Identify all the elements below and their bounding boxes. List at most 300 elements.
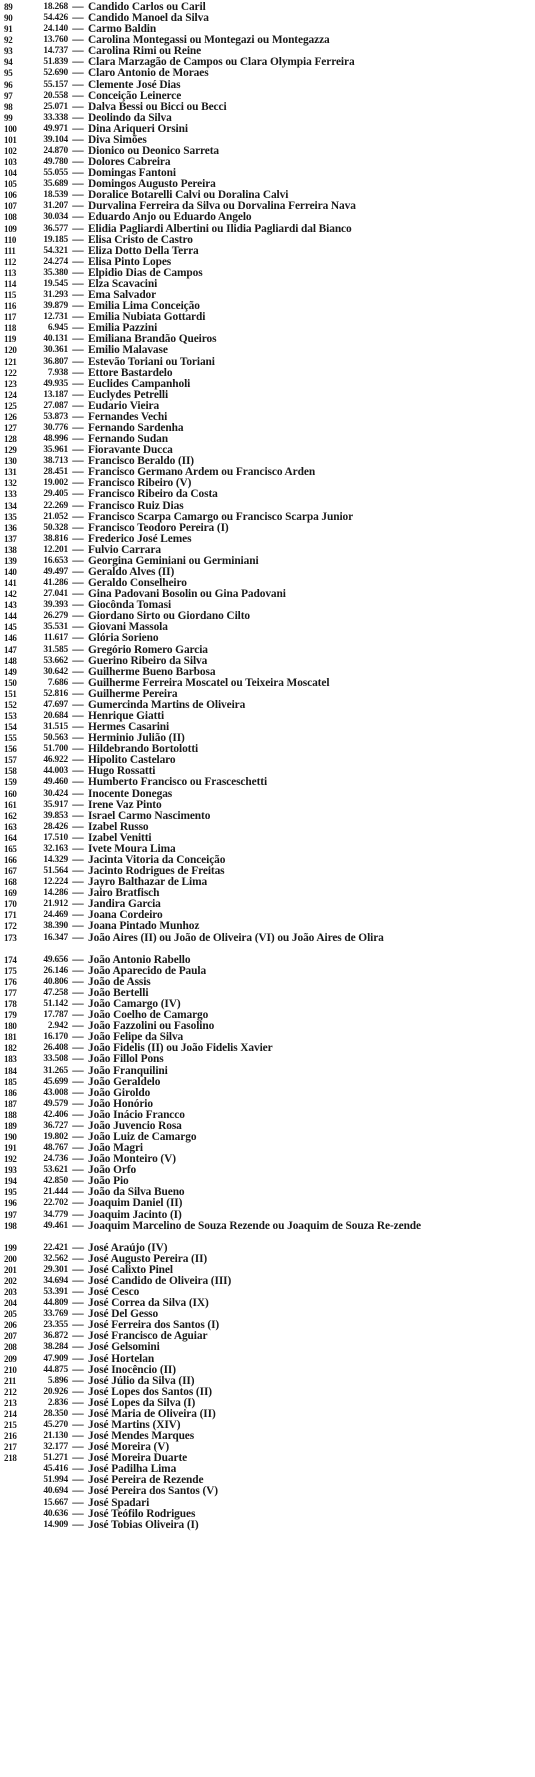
entry-separator: — xyxy=(72,1142,84,1155)
entry-number: 96 xyxy=(4,79,13,90)
entry-name: João Geraldelo xyxy=(88,1076,161,1088)
entry-separator: — xyxy=(72,1075,84,1088)
entry-name: Joaquim Marcelino de Souza Rezende ou Joaquim de Souza Re-zende xyxy=(88,1220,421,1232)
entry-code: 22.702 xyxy=(43,1198,68,1209)
entry-number: 174 xyxy=(4,954,17,965)
entry-separator: — xyxy=(72,1053,84,1066)
entry-number: 170 xyxy=(4,899,17,910)
entry-number: 159 xyxy=(4,777,17,788)
list-item xyxy=(4,212,532,223)
entry-number: 217 xyxy=(4,1442,17,1453)
entry-separator: — xyxy=(72,1308,84,1321)
entry-number: 216 xyxy=(4,1431,17,1442)
entry-name: Carmo Baldin xyxy=(88,24,157,36)
entry-separator: — xyxy=(72,687,84,700)
entry-name: Israel Carmo Nascimento xyxy=(88,810,211,822)
entry-separator: — xyxy=(72,111,84,124)
entry-separator: — xyxy=(72,1020,84,1033)
entry-separator: — xyxy=(72,388,84,401)
entry-name: Emilia Lima Conceição xyxy=(88,301,200,313)
entry-number: 215 xyxy=(4,1420,17,1430)
entry-code: 17.510 xyxy=(43,832,68,843)
entry-number: 180 xyxy=(4,1021,17,1032)
entry-code: 49.497 xyxy=(43,566,68,577)
entry-name: Emilia Nubiata Gottardi xyxy=(88,312,206,324)
entry-name: José Augusto Pereira (II) xyxy=(88,1253,208,1265)
entry-name: João Coelho de Camargo xyxy=(88,1010,209,1022)
entry-number: 213 xyxy=(4,1397,17,1408)
entry-number: 197 xyxy=(4,1209,17,1220)
entry-separator: — xyxy=(72,1274,84,1287)
entry-number: 183 xyxy=(4,1054,17,1065)
entry-separator: — xyxy=(72,698,84,711)
entry-code: 38.390 xyxy=(43,921,68,932)
entry-name: Elisa Pinto Lopes xyxy=(88,256,172,268)
entry-name: José Lopes da Silva (I) xyxy=(88,1397,196,1409)
entry-code: 51.271 xyxy=(43,1453,68,1464)
entry-number: 92 xyxy=(4,35,13,46)
entry-number: 185 xyxy=(4,1076,17,1087)
entry-code: 19.802 xyxy=(43,1131,68,1142)
entry-code: 35.380 xyxy=(43,267,68,278)
list-item xyxy=(4,512,532,523)
entry-code: 47.909 xyxy=(43,1353,68,1364)
entry-code: 5.896 xyxy=(47,1375,68,1386)
entry-number: 135 xyxy=(4,511,17,522)
entry-separator: — xyxy=(72,1097,84,1110)
entry-code: 14.737 xyxy=(43,46,68,57)
entry-name: José Ferreira dos Santos (I) xyxy=(88,1320,220,1332)
entry-separator: — xyxy=(72,621,84,634)
list-item xyxy=(4,1342,532,1353)
entry-code: 54.321 xyxy=(43,245,68,256)
entry-separator: — xyxy=(72,820,84,833)
entry-code: 40.131 xyxy=(43,334,68,345)
entry-separator: — xyxy=(72,23,84,36)
entry-number: 167 xyxy=(4,866,17,877)
entry-code: 39.393 xyxy=(43,600,68,611)
entry-separator: — xyxy=(72,56,84,69)
entry-separator: — xyxy=(72,721,84,734)
entry-code: 51.994 xyxy=(43,1475,68,1486)
entry-name: Jayro Balthazar de Lima xyxy=(88,877,208,889)
entry-name: José Tobias Oliveira (I) xyxy=(88,1519,199,1531)
entry-name: Candido Carlos ou Caril xyxy=(88,2,206,13)
entry-separator: — xyxy=(72,1363,84,1376)
entry-code: 14.909 xyxy=(43,1519,68,1530)
entry-name: José Calixto Pinel xyxy=(88,1264,173,1276)
entry-number: 148 xyxy=(4,655,17,666)
entry-code: 50.328 xyxy=(43,522,68,533)
entry-separator: — xyxy=(72,1452,84,1465)
entry-code: 16.347 xyxy=(43,932,68,943)
entry-separator: — xyxy=(72,676,84,689)
entry-code: 35.531 xyxy=(43,622,68,633)
entry-name: Geraldo Alves (II) xyxy=(88,566,175,578)
list-item xyxy=(4,1498,532,1509)
entry-separator: — xyxy=(72,577,84,590)
entry-code: 33.769 xyxy=(43,1309,68,1320)
entry-name: João Giroldo xyxy=(88,1087,151,1099)
entry-number: 129 xyxy=(4,445,17,456)
entry-name: Joaquim Jacinto (I) xyxy=(88,1209,182,1221)
entry-code: 32.177 xyxy=(43,1442,68,1453)
entry-separator: — xyxy=(72,1319,84,1332)
entry-number: 97 xyxy=(4,90,13,101)
list-item xyxy=(4,1066,532,1077)
entry-code: 55.157 xyxy=(43,79,68,90)
entry-code: 11.617 xyxy=(43,633,68,644)
entry-code: 31.207 xyxy=(43,201,68,212)
entry-separator: — xyxy=(72,244,84,257)
list-item xyxy=(4,357,532,368)
entry-number: 192 xyxy=(4,1154,17,1165)
name-list-document xyxy=(4,2,532,1531)
entry-name: José Maria de Oliveira (II) xyxy=(88,1408,216,1420)
entry-name: Fernando Sardenha xyxy=(88,422,184,434)
entry-separator: — xyxy=(72,211,84,224)
entry-code: 12.224 xyxy=(43,877,68,888)
entry-code: 24.274 xyxy=(43,256,68,267)
entry-name: Hermes Casarini xyxy=(88,722,170,734)
entry-number: 89 xyxy=(4,2,13,12)
entry-name: Ettore Bastardelo xyxy=(88,367,173,379)
entry-name: Joaquim Daniel (II) xyxy=(88,1198,183,1210)
entry-separator: — xyxy=(72,289,84,302)
entry-number: 132 xyxy=(4,478,17,489)
entry-code: 31.515 xyxy=(43,722,68,733)
entry-code: 28.426 xyxy=(43,821,68,832)
entry-name: Francisco Teodoro Pereira (I) xyxy=(88,522,229,534)
entry-code: 7.938 xyxy=(47,367,68,378)
entry-name: Jacinta Vitoria da Conceição xyxy=(88,855,226,867)
entry-separator: — xyxy=(72,842,84,855)
entry-code: 19.002 xyxy=(43,478,68,489)
entry-separator: — xyxy=(72,887,84,900)
entry-separator: — xyxy=(72,277,84,290)
entry-number: 169 xyxy=(4,888,17,899)
entry-separator: — xyxy=(72,876,84,889)
entry-number: 195 xyxy=(4,1187,17,1198)
entry-number: 190 xyxy=(4,1131,17,1142)
entry-name: José Del Gesso xyxy=(88,1309,159,1321)
entry-code: 24.736 xyxy=(43,1154,68,1165)
entry-code: 36.727 xyxy=(43,1120,68,1131)
entry-number: 111 xyxy=(4,245,16,256)
entry-name: Guilherme Pereira xyxy=(88,688,178,700)
entry-separator: — xyxy=(72,898,84,911)
entry-number: 124 xyxy=(4,389,17,400)
entry-code: 51.839 xyxy=(43,57,68,68)
entry-code: 20.558 xyxy=(43,90,68,101)
entry-code: 35.961 xyxy=(43,445,68,456)
entry-separator: — xyxy=(72,865,84,878)
entry-code: 40.694 xyxy=(43,1486,68,1497)
entry-name: José Araújo (IV) xyxy=(88,1242,168,1254)
entry-separator: — xyxy=(72,477,84,490)
entry-number: 212 xyxy=(4,1386,17,1397)
entry-number: 201 xyxy=(4,1264,17,1275)
entry-code: 26.279 xyxy=(43,611,68,622)
entry-name: João Juvencio Rosa xyxy=(88,1120,182,1132)
entry-code: 53.391 xyxy=(43,1287,68,1298)
entry-number: 182 xyxy=(4,1043,17,1054)
entry-number: 103 xyxy=(4,157,17,168)
entry-name: Guilherme Ferreira Moscatel ou Teixeira Moscatel xyxy=(88,677,330,689)
entry-number: 179 xyxy=(4,1010,17,1021)
entry-code: 21.912 xyxy=(43,899,68,910)
list-item xyxy=(4,68,532,79)
entry-number: 160 xyxy=(4,788,17,799)
entry-name: João Camargo (IV) xyxy=(88,999,181,1011)
entry-number: 175 xyxy=(4,965,17,976)
entry-code: 23.355 xyxy=(43,1320,68,1331)
entry-code: 48.767 xyxy=(43,1143,68,1154)
entry-name: Elidia Pagliardi Albertini ou Ilidia Pagliardi dal Bianco xyxy=(88,223,352,235)
entry-number: 165 xyxy=(4,843,17,854)
entry-number: 186 xyxy=(4,1087,17,1098)
list-item xyxy=(4,489,532,500)
entry-name: Francisco Ribeiro (V) xyxy=(88,478,192,490)
entry-code: 7.686 xyxy=(47,677,68,688)
entry-separator: — xyxy=(72,344,84,357)
entry-name: Carolina Montegassi ou Montegazi ou Montegazza xyxy=(88,35,330,47)
entry-number: 211 xyxy=(4,1375,17,1386)
entry-separator: — xyxy=(72,266,84,279)
list-item xyxy=(4,1354,532,1365)
entry-number: 118 xyxy=(4,323,17,334)
entry-separator: — xyxy=(72,1441,84,1454)
entry-number: 138 xyxy=(4,544,17,555)
entry-name: Ivete Moura Lima xyxy=(88,843,176,855)
entry-number: 204 xyxy=(4,1298,17,1309)
entry-number: 161 xyxy=(4,799,17,810)
entry-name: João Fazzolini ou Fasolino xyxy=(88,1021,215,1033)
entry-separator: — xyxy=(72,377,84,390)
entry-name: Gumercinda Martins de Oliveira xyxy=(88,699,246,711)
entry-name: João Luiz de Camargo xyxy=(88,1131,197,1143)
entry-number: 142 xyxy=(4,589,17,600)
entry-separator: — xyxy=(72,488,84,501)
entry-name: José Mendes Marques xyxy=(88,1431,195,1443)
entry-separator: — xyxy=(72,89,84,102)
entry-number: 188 xyxy=(4,1109,17,1120)
entry-separator: — xyxy=(72,12,84,25)
entry-number: 95 xyxy=(4,68,13,79)
entry-code: 39.104 xyxy=(43,134,68,145)
entry-number: 143 xyxy=(4,600,17,611)
entry-number: 191 xyxy=(4,1143,17,1154)
entry-separator: — xyxy=(72,1496,84,1509)
entry-number: 121 xyxy=(4,356,17,367)
entry-code: 53.662 xyxy=(43,655,68,666)
entry-number: 209 xyxy=(4,1353,17,1364)
entry-name: João Bertelli xyxy=(88,987,149,999)
entry-number: 145 xyxy=(4,622,17,633)
entry-number: 162 xyxy=(4,810,17,821)
entry-name: Elpidio Dias de Campos xyxy=(88,267,203,279)
list-item xyxy=(4,1054,532,1065)
entry-separator: — xyxy=(72,366,84,379)
entry-code: 44.003 xyxy=(43,766,68,777)
entry-name: Guerino Ribeiro da Silva xyxy=(88,655,208,667)
entry-name: Francisco Scarpa Camargo ou Francisco Scarpa Junior xyxy=(88,511,354,523)
entry-separator: — xyxy=(72,1419,84,1431)
entry-name: João Aparecido de Paula xyxy=(88,965,207,977)
entry-separator: — xyxy=(72,1341,84,1354)
entry-code: 6.945 xyxy=(47,323,68,334)
entry-code: 35.917 xyxy=(43,799,68,810)
entry-name: Guilherme Bueno Barbosa xyxy=(88,666,216,678)
list-item xyxy=(4,80,532,91)
entry-name: José Moreira (V) xyxy=(88,1442,170,1454)
entry-name: Frederico José Lemes xyxy=(88,533,192,545)
list-item xyxy=(4,1486,532,1497)
entry-code: 39.853 xyxy=(43,810,68,821)
entry-name: Joana Pintado Munhoz xyxy=(88,921,200,933)
entry-name: Fernandes Vechi xyxy=(88,411,168,423)
entry-code: 33.508 xyxy=(43,1054,68,1065)
entry-code: 24.870 xyxy=(43,146,68,157)
entry-number: 207 xyxy=(4,1331,17,1342)
entry-number: 104 xyxy=(4,168,17,179)
entry-separator: — xyxy=(72,1385,84,1398)
entry-code: 17.787 xyxy=(43,1010,68,1021)
entry-name: Joana Cordeiro xyxy=(88,910,163,922)
entry-name: Doralice Botarelli Calvi ou Doralina Calvi xyxy=(88,190,289,202)
entry-number: 206 xyxy=(4,1320,17,1331)
entry-separator: — xyxy=(72,444,84,457)
entry-code: 36.807 xyxy=(43,356,68,367)
entry-name: Diva Simões xyxy=(88,134,147,146)
entry-name: Henrique Giatti xyxy=(88,711,165,722)
entry-separator: — xyxy=(72,333,84,346)
entry-name: João Honório xyxy=(88,1098,153,1110)
entry-number: 164 xyxy=(4,832,17,843)
entry-code: 2.836 xyxy=(47,1397,68,1408)
entry-separator: — xyxy=(72,300,84,313)
entry-name: Izabel Russo xyxy=(88,821,149,833)
entry-separator: — xyxy=(72,1009,84,1022)
entry-separator: — xyxy=(72,222,84,235)
entry-separator: — xyxy=(72,78,84,91)
entry-separator: — xyxy=(72,964,84,977)
entry-name: Hipolito Castelaro xyxy=(88,755,176,767)
entry-separator: — xyxy=(72,610,84,623)
entry-name: José Martins (XIV) xyxy=(88,1420,181,1431)
entry-name: João da Silva Bueno xyxy=(88,1187,185,1199)
entry-name: José Francisco de Aguiar xyxy=(88,1331,208,1343)
entry-separator: — xyxy=(72,433,84,446)
entry-name: Georgina Geminiani ou Germiniani xyxy=(88,555,259,567)
entry-separator: — xyxy=(72,588,84,601)
entry-code: 25.071 xyxy=(43,101,68,112)
entry-separator: — xyxy=(72,410,84,423)
entry-code: 32.562 xyxy=(43,1253,68,1264)
entry-number: 125 xyxy=(4,400,17,411)
entry-separator: — xyxy=(72,189,84,202)
list-item xyxy=(4,645,532,656)
entry-name: Irene Vaz Pinto xyxy=(88,799,162,811)
entry-number: 154 xyxy=(4,722,17,733)
entry-separator: — xyxy=(72,122,84,135)
entry-name: João Inácio Francco xyxy=(88,1109,185,1121)
entry-number: 196 xyxy=(4,1198,17,1209)
entry-number: 151 xyxy=(4,688,17,699)
entry-separator: — xyxy=(72,710,84,722)
entry-code: 49.780 xyxy=(43,157,68,168)
entry-name: José Correa da Silva (IX) xyxy=(88,1298,209,1310)
entry-number: 147 xyxy=(4,644,17,655)
entry-code: 42.850 xyxy=(43,1176,68,1187)
entry-name: João Felipe da Silva xyxy=(88,1032,184,1044)
entry-code: 52.690 xyxy=(43,68,68,79)
entry-name: José Pereira dos Santos (V) xyxy=(88,1486,218,1498)
entry-code: 26.146 xyxy=(43,965,68,976)
entry-separator: — xyxy=(72,1130,84,1143)
entry-code: 34.694 xyxy=(43,1275,68,1286)
entry-code: 22.269 xyxy=(43,500,68,511)
entry-code: 45.270 xyxy=(43,1420,68,1430)
entry-number: 91 xyxy=(4,24,13,35)
entry-separator: — xyxy=(72,1175,84,1188)
entry-number: 214 xyxy=(4,1408,17,1419)
entry-code: 55.055 xyxy=(43,168,68,179)
entry-separator: — xyxy=(72,1407,84,1420)
entry-separator: — xyxy=(72,311,84,324)
entry-number: 140 xyxy=(4,566,17,577)
entry-code: 2.942 xyxy=(47,1021,68,1032)
entry-code: 15.667 xyxy=(43,1497,68,1508)
entry-number: 133 xyxy=(4,489,17,500)
entry-code: 24.469 xyxy=(43,910,68,921)
entry-separator: — xyxy=(72,1396,84,1409)
entry-number: 109 xyxy=(4,223,17,234)
entry-number: 158 xyxy=(4,766,17,777)
entry-separator: — xyxy=(72,743,84,756)
entry-code: 38.284 xyxy=(43,1342,68,1353)
list-item xyxy=(4,933,532,955)
entry-separator: — xyxy=(72,1286,84,1299)
entry-name: Emiliana Brandão Queiros xyxy=(88,334,217,346)
entry-name: Humberto Francisco ou Frasceschetti xyxy=(88,777,268,789)
entry-separator: — xyxy=(72,1042,84,1055)
entry-number: 131 xyxy=(4,467,17,478)
entry-code: 46.922 xyxy=(43,755,68,766)
entry-name: José Pereira de Rezende xyxy=(88,1475,204,1487)
entry-separator: — xyxy=(72,1352,84,1365)
entry-separator: — xyxy=(72,920,84,933)
entry-separator: — xyxy=(72,1164,84,1177)
entry-code: 21.444 xyxy=(43,1187,68,1198)
entry-separator: — xyxy=(72,1086,84,1099)
entry-number: 146 xyxy=(4,633,17,644)
entry-name: Hildebrando Bortolotti xyxy=(88,744,199,756)
entry-number: 181 xyxy=(4,1032,17,1043)
entry-name: Gregório Romero Garcia xyxy=(88,644,208,656)
entry-code: 51.564 xyxy=(43,866,68,877)
entry-name: Fioravante Ducca xyxy=(88,445,173,457)
entry-separator: — xyxy=(72,167,84,180)
entry-number: 115 xyxy=(4,290,17,301)
list-item xyxy=(4,501,532,512)
entry-code: 16.653 xyxy=(43,555,68,566)
entry-number: 107 xyxy=(4,201,17,212)
entry-name: João Franquilini xyxy=(88,1065,168,1077)
entry-code: 35.689 xyxy=(43,179,68,190)
entry-number: 166 xyxy=(4,855,17,866)
entry-number: 149 xyxy=(4,666,17,677)
